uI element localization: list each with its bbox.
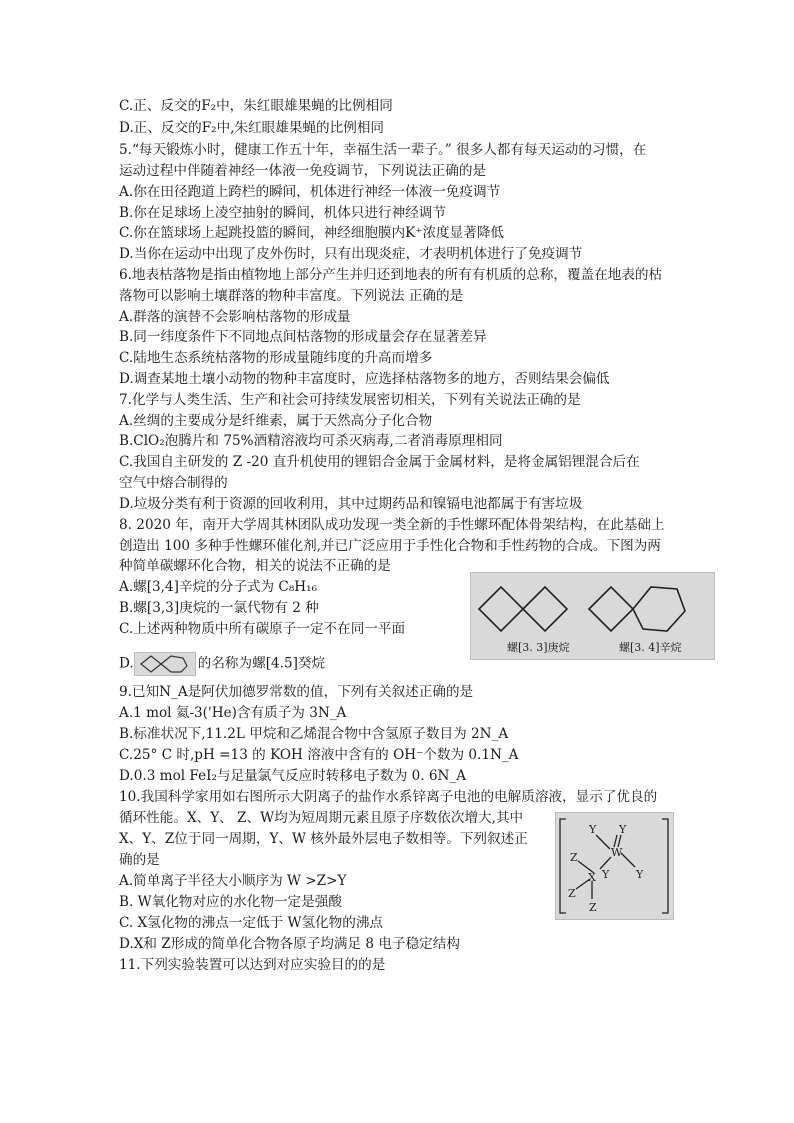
q6-option-c: C.陆地生态系统枯落物的形成量随纬度的升高而增多 — [119, 350, 433, 366]
q7-option-b: B.ClO₂泡腾片和 75%酒精溶液均可杀灭病毒,二者消毒原理相同 — [119, 433, 503, 449]
q7-option-c-2: 空气中熔合制得的 — [119, 475, 228, 491]
spiro-heptane-caption: 螺[3. 3]庚烷 — [507, 641, 570, 654]
anion-structure-image — [556, 813, 673, 919]
q8-stem-1: 8. 2020 年，南开大学周其林团队成功发现一类全新的手性螺环配体骨架结构，在此基础上 — [119, 517, 665, 533]
q8-option-d-letter: D. — [119, 655, 134, 672]
q10-option-a: A.简单离子半径大小顺序为 W >Z>Y — [119, 873, 347, 889]
atom-label: Y — [636, 868, 644, 881]
atom-label: Y — [602, 868, 610, 881]
q8-option-d-text: 的名称为螺[4.5]癸烷 — [197, 655, 326, 672]
q10-stem-4: 确的是 — [119, 852, 160, 868]
atom-label: Y — [619, 823, 627, 836]
q8-stem-2: 创造出 100 多种手性螺环催化剂,并已广泛应用于手性化合物和手性药物的合成。下图为两 — [119, 538, 661, 554]
q7-option-a: A.丝绸的主要成分是纤维素，属于天然高分子化合物 — [119, 413, 433, 429]
atom-label: Y — [589, 823, 597, 836]
q7-option-c-1: C.我国自主研发的 Z -20 直升机使用的锂铝合金属于金属材料，是将金属铝锂混合后在 — [119, 454, 640, 470]
q10-option-b: B. W氧化物对应的水化物一定是强酸 — [119, 894, 342, 910]
spiro-compounds-figure — [470, 572, 715, 660]
q5-option-b: B.你在足球场上凌空抽射的瞬间，机体只进行神经调节 — [119, 205, 446, 221]
q9-option-c: C.25° C 时,pH =13 的 KOH 溶液中含有的 OH⁻个数为 0.1N_A — [119, 747, 519, 763]
q7-stem: 7.化学与人类生活、生产和社会可持续发展密切相关，下列有关说法正确的是 — [119, 392, 581, 408]
q5-option-c: C.你在篮球场上起跳投篮的瞬间，神经细胞膜内K⁺浓度显著降低 — [119, 225, 505, 241]
q5-option-d: D.当你在运动中出现了皮外伤时，只有出现炎症，才表明机体进行了免疫调节 — [119, 246, 583, 262]
q6-option-d: D.调查某地土壤小动物的物种丰富度时，应选择枯落物多的地方，否则结果会偏低 — [119, 371, 610, 387]
atom-label: Z — [589, 901, 597, 914]
atom-label: W — [611, 846, 623, 859]
q10-stem-2: 循环性能。X、Y、 Z、W均为短周期元素且原子序数依次增大,其中 — [119, 810, 524, 826]
q8-option-b: B.螺[3,3]庚烷的一氯代物有 2 种 — [119, 600, 319, 616]
anion-structure-figure — [555, 812, 674, 920]
q6-option-a: A.群落的演替不会影响枯落物的形成量 — [119, 309, 351, 325]
q6-stem-2: 落物可以影响土壤群落的物种丰富度。下列说法 正确的是 — [119, 288, 464, 304]
q10-option-d: D.X和 Z形成的简单化合物各原子均满足 8 电子稳定结构 — [119, 936, 460, 952]
q11-stem: 11.下列实验装置可以达到对应实验目的的是 — [119, 957, 386, 973]
spiro-decane-structure-image — [134, 652, 196, 676]
q8-stem-3: 种简单碳螺环化合物，相关的说法不正确的是 — [119, 558, 391, 574]
atom-label: Z — [568, 887, 576, 900]
atom-label: Z — [570, 851, 578, 864]
q6-option-b: B.同一纬度条件下不同地点间枯落物的形成量会存在显著差异 — [119, 329, 487, 345]
spiro-octane-caption: 螺[3. 4]辛烷 — [619, 641, 682, 654]
q10-stem-1: 10.我国科学家用如右图所示大阴离子的盐作水系锌离子电池的电解质溶液，显示了优良的 — [119, 789, 658, 805]
q8-option-c: C.上述两种物质中所有碳原子一定不在同一平面 — [119, 621, 406, 637]
q5-stem-1: 5.“每天锻炼小时，健康工作五十年，幸福生活一辈子。” 很多人都有每天运动的习惯，在 — [119, 142, 647, 158]
spiro-structures-image — [471, 573, 714, 637]
q9-option-d: D.0.3 mol FeI₂与足量氯气反应时转移电子数为 0. 6N_A — [119, 768, 467, 784]
atom-label: X — [588, 871, 596, 884]
q7-option-d: D.垃圾分类有利于资源的回收利用，其中过期药品和镍镉电池都属于有害垃圾 — [119, 496, 583, 512]
q5-stem-2: 运动过程中伴随着神经一体液一免疫调节，下列说法正确的是 — [119, 163, 487, 179]
q6-stem-1: 6.地表枯落物是指由植物地上部分产生并归还到地表的所有有机质的总称，覆盖在地表的枯 — [119, 267, 663, 283]
q4-option-c: C.正、反交的F₂中，朱红眼雄果蝇的比例相同 — [119, 98, 393, 114]
q9-option-b: B.标准状况下,11.2L 甲烷和乙烯混合物中含氢原子数目为 2N_A — [119, 726, 509, 742]
q5-option-a: A.你在田径跑道上跨栏的瞬间，机体进行神经一体液一免疫调节 — [119, 184, 501, 200]
q10-option-c: C. X氢化物的沸点一定低于 W氢化物的沸点 — [119, 915, 384, 931]
q10-stem-3: X、Y、Z位于同一周期，Y、W 核外最外层电子数相等。下列叙述正 — [119, 831, 528, 847]
q4-option-d: D.正、反交的F₂中,朱红眼雄果蝇的比例相同 — [119, 120, 385, 136]
q9-option-a: A.1 mol 氦-3('He)含有质子为 3N_A — [119, 705, 347, 721]
q8-option-d — [119, 652, 325, 676]
q9-stem: 9.已知N_A是阿伏加德罗常数的值，下列有关叙述正确的是 — [119, 684, 474, 700]
q8-option-a: A.螺[3,4]辛烷的分子式为 C₈H₁₆ — [119, 579, 318, 595]
